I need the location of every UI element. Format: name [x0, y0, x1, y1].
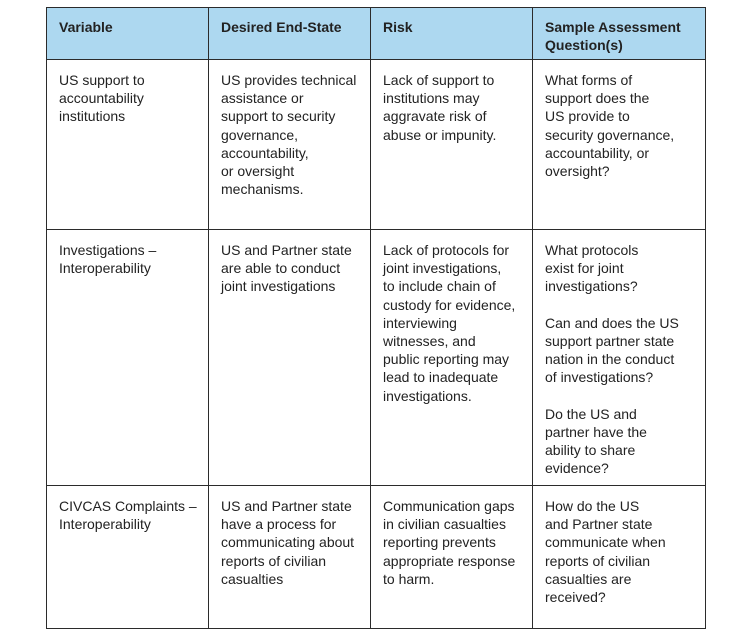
header-text: Variable: [59, 19, 113, 35]
header-text: Risk: [383, 19, 413, 35]
cell-text-line: to include chain of: [383, 278, 496, 295]
cell-text-line: are able to conduct: [221, 260, 341, 277]
cell-text-line: ability to share: [545, 442, 636, 459]
cell-text-line: US and Partner state: [221, 242, 352, 258]
cell-text-line: in civilian casualties: [383, 516, 506, 533]
cell-text-line: Investigations –: [59, 242, 157, 258]
paragraph-gap: [545, 296, 697, 314]
cell-text-line: Interoperability: [59, 260, 151, 277]
cell-desired-end-state: [209, 486, 371, 629]
cell-text-line: exist for joint: [545, 260, 624, 277]
cell-text-line: How do the US: [545, 498, 640, 514]
cell-text-line: institutions may: [383, 90, 480, 107]
cell-text-line: reports of civilian: [545, 552, 651, 569]
cell-text-line: appropriate response: [383, 552, 516, 569]
cell-text-line: joint investigations,: [383, 260, 502, 277]
cell-text-line: received?: [545, 589, 606, 606]
cell-text-line: abuse or impunity.: [383, 126, 497, 143]
cell-text-line: accountability,: [221, 144, 309, 161]
cell-variable: [47, 486, 209, 629]
cell-text-line: investigations?: [545, 278, 638, 295]
table-row: [47, 230, 706, 486]
cell-text-line: oversight?: [545, 163, 610, 180]
cell-text-line: Interoperability: [59, 516, 151, 533]
cell-text-line: assistance or: [221, 90, 304, 107]
cell-text-line: Communication gaps: [383, 498, 515, 514]
cell-text-line: partner have the: [545, 424, 647, 440]
cell-desired-end-state: [209, 60, 371, 230]
cell-text-line: CIVCAS Complaints –: [59, 498, 197, 514]
cell-text-line: US and Partner state: [221, 498, 352, 514]
cell-text-line: Lack of protocols for: [383, 242, 510, 258]
cell-variable: [47, 230, 209, 486]
cell-variable: [47, 60, 209, 230]
header-sample-assessment-questions: [533, 8, 706, 60]
cell-text-line: support partner state: [545, 333, 675, 349]
cell-text-line: governance,: [221, 126, 299, 143]
cell-text-line: custody for evidence,: [383, 296, 516, 313]
header-text: Sample Assessment: [545, 19, 681, 35]
cell-text-line: interviewing: [383, 314, 457, 331]
cell-text-line: support to security: [221, 108, 336, 125]
cell-sample-question: [533, 230, 706, 486]
cell-sample-question: [533, 486, 706, 629]
cell-text-line: investigations.: [383, 387, 472, 404]
cell-text-line: security governance,: [545, 126, 675, 143]
cell-risk: [371, 230, 533, 486]
cell-text-line: Lack of support to: [383, 72, 495, 88]
cell-risk: [371, 486, 533, 629]
cell-text-line: and Partner state: [545, 516, 653, 533]
cell-text-line: support does the: [545, 90, 650, 107]
assessment-table: [46, 7, 706, 629]
cell-text-line: evidence?: [545, 460, 609, 477]
header-variable: [47, 8, 209, 60]
cell-risk: [371, 60, 533, 230]
cell-text-line: witnesses, and: [383, 333, 476, 350]
table-header-row: [47, 8, 706, 60]
cell-text-line: casualties are: [545, 570, 632, 587]
cell-text-line: joint investigations: [221, 278, 336, 295]
cell-text-line: What protocols: [545, 242, 639, 258]
cell-text-line: of investigations?: [545, 369, 654, 386]
cell-text-line: have a process for: [221, 516, 337, 533]
cell-text-line: What forms of: [545, 72, 633, 88]
cell-text-line: communicate when: [545, 534, 666, 551]
cell-text-line: Do the US and: [545, 405, 637, 422]
cell-text-line: Can and does the US: [545, 314, 679, 331]
cell-text-line: aggravate risk of: [383, 108, 487, 125]
cell-text-line: US provide to: [545, 108, 630, 125]
cell-sample-question: [533, 60, 706, 230]
cell-text-line: communicating about: [221, 534, 355, 551]
cell-text-line: institutions: [59, 108, 126, 125]
cell-text-line: reporting prevents: [383, 534, 496, 551]
cell-text-line: reports of civilian: [221, 552, 327, 569]
paragraph-gap: [545, 387, 697, 405]
cell-text-line: nation in the conduct: [545, 351, 675, 368]
header-desired-end-state: [209, 8, 371, 60]
cell-text-line: or oversight: [221, 163, 295, 180]
header-text: Desired End-State: [221, 19, 342, 35]
cell-text-line: public reporting may: [383, 351, 510, 368]
table-row: [47, 60, 706, 230]
header-risk: [371, 8, 533, 60]
cell-desired-end-state: [209, 230, 371, 486]
cell-text-line: accountability, or: [545, 144, 650, 161]
cell-text-line: US provides technical: [221, 72, 357, 88]
cell-text-line: to harm.: [383, 570, 435, 587]
cell-text-line: lead to inadequate: [383, 369, 499, 386]
cell-text-line: US support to: [59, 72, 145, 88]
cell-text-line: casualties: [221, 570, 284, 587]
header-text: Question(s): [545, 37, 623, 54]
cell-text-line: mechanisms.: [221, 181, 304, 198]
table-body: [47, 60, 706, 629]
cell-text-line: accountability: [59, 90, 144, 107]
table-row: [47, 486, 706, 629]
